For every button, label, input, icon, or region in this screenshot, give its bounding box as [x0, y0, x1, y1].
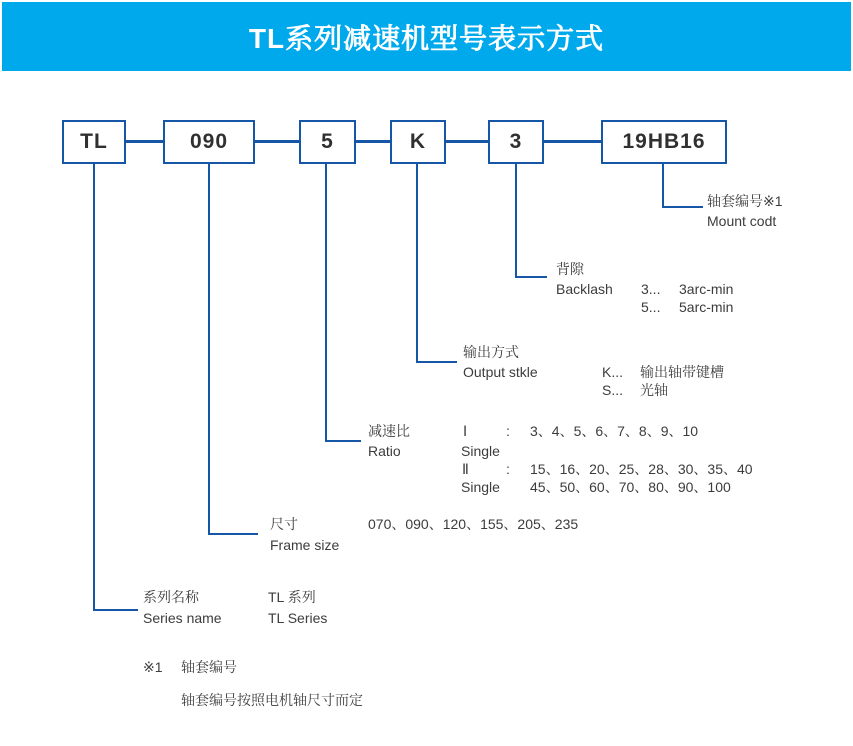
model-box-series: TL [62, 120, 126, 164]
backlash-option-desc: 5arc-min [679, 299, 734, 315]
ratio-stage2-colon: : [506, 461, 510, 477]
box-link-line [255, 140, 299, 143]
footnote-note: 轴套编号按照电机轴尺寸而定 [181, 692, 363, 708]
backlash-option-code: 5... [641, 299, 661, 315]
frame-label-en: Frame size [270, 537, 340, 553]
series-value-en: TL Series [268, 610, 328, 626]
output-label-en: Output stkle [463, 364, 538, 380]
output-option-desc: 光轴 [640, 382, 668, 398]
page-title: TL系列减速机型号表示方式 [248, 22, 605, 54]
ratio-label-zh: 减速比 [368, 423, 410, 439]
box-link-line [544, 140, 601, 143]
leader-line-frame [208, 163, 258, 535]
box-link-line [126, 140, 163, 143]
backlash-option-code: 3... [641, 281, 661, 297]
model-box-frame: 090 [163, 120, 255, 164]
ratio-stage1-single: Single [461, 443, 500, 459]
series-value-zh: TL 系列 [268, 589, 316, 605]
ratio-stage1-colon: : [506, 423, 510, 439]
backlash-label-zh: 背隙 [556, 261, 584, 277]
footnote-marker: ※1 [143, 659, 163, 675]
leader-line-series [93, 163, 138, 611]
leader-line-mount [662, 163, 703, 208]
footnote-title: 轴套编号 [181, 659, 237, 675]
mount-label-zh: 轴套编号※1 [707, 193, 783, 209]
model-box-ratio: 5 [299, 120, 356, 164]
mount-label-en: Mount codt [707, 213, 777, 229]
output-option-code: S... [602, 382, 624, 398]
output-option-code: K... [602, 364, 624, 380]
model-box-backlash: 3 [488, 120, 544, 164]
ratio-stage2-values: 15、16、20、25、28、30、35、40 [530, 461, 753, 477]
model-box-output: K [390, 120, 446, 164]
series-label-en: Series name [143, 610, 222, 626]
ratio-stage2-values2: 45、50、60、70、80、90、100 [530, 479, 731, 495]
ratio-stage1-numeral: Ⅰ [463, 423, 468, 439]
ratio-label-en: Ratio [368, 443, 401, 459]
leader-line-output [416, 163, 457, 363]
output-option-desc: 输出轴带键槽 [640, 364, 724, 380]
box-link-line [446, 140, 488, 143]
frame-values: 070、090、120、155、205、235 [368, 516, 579, 532]
header-banner [2, 2, 851, 71]
output-label-zh: 输出方式 [463, 344, 519, 360]
series-label-zh: 系列名称 [143, 589, 199, 605]
ratio-stage1-values: 3、4、5、6、7、8、9、10 [530, 423, 699, 439]
backlash-label-en: Backlash [556, 281, 613, 297]
leader-line-backlash [515, 163, 547, 278]
box-link-line [356, 140, 390, 143]
leader-line-ratio [325, 163, 361, 442]
ratio-stage2-numeral: Ⅱ [462, 461, 469, 477]
frame-label-zh: 尺寸 [270, 516, 298, 532]
ratio-stage2-single: Single [461, 479, 500, 495]
model-box-mount: 19HB16 [601, 120, 727, 164]
backlash-option-desc: 3arc-min [679, 281, 734, 297]
